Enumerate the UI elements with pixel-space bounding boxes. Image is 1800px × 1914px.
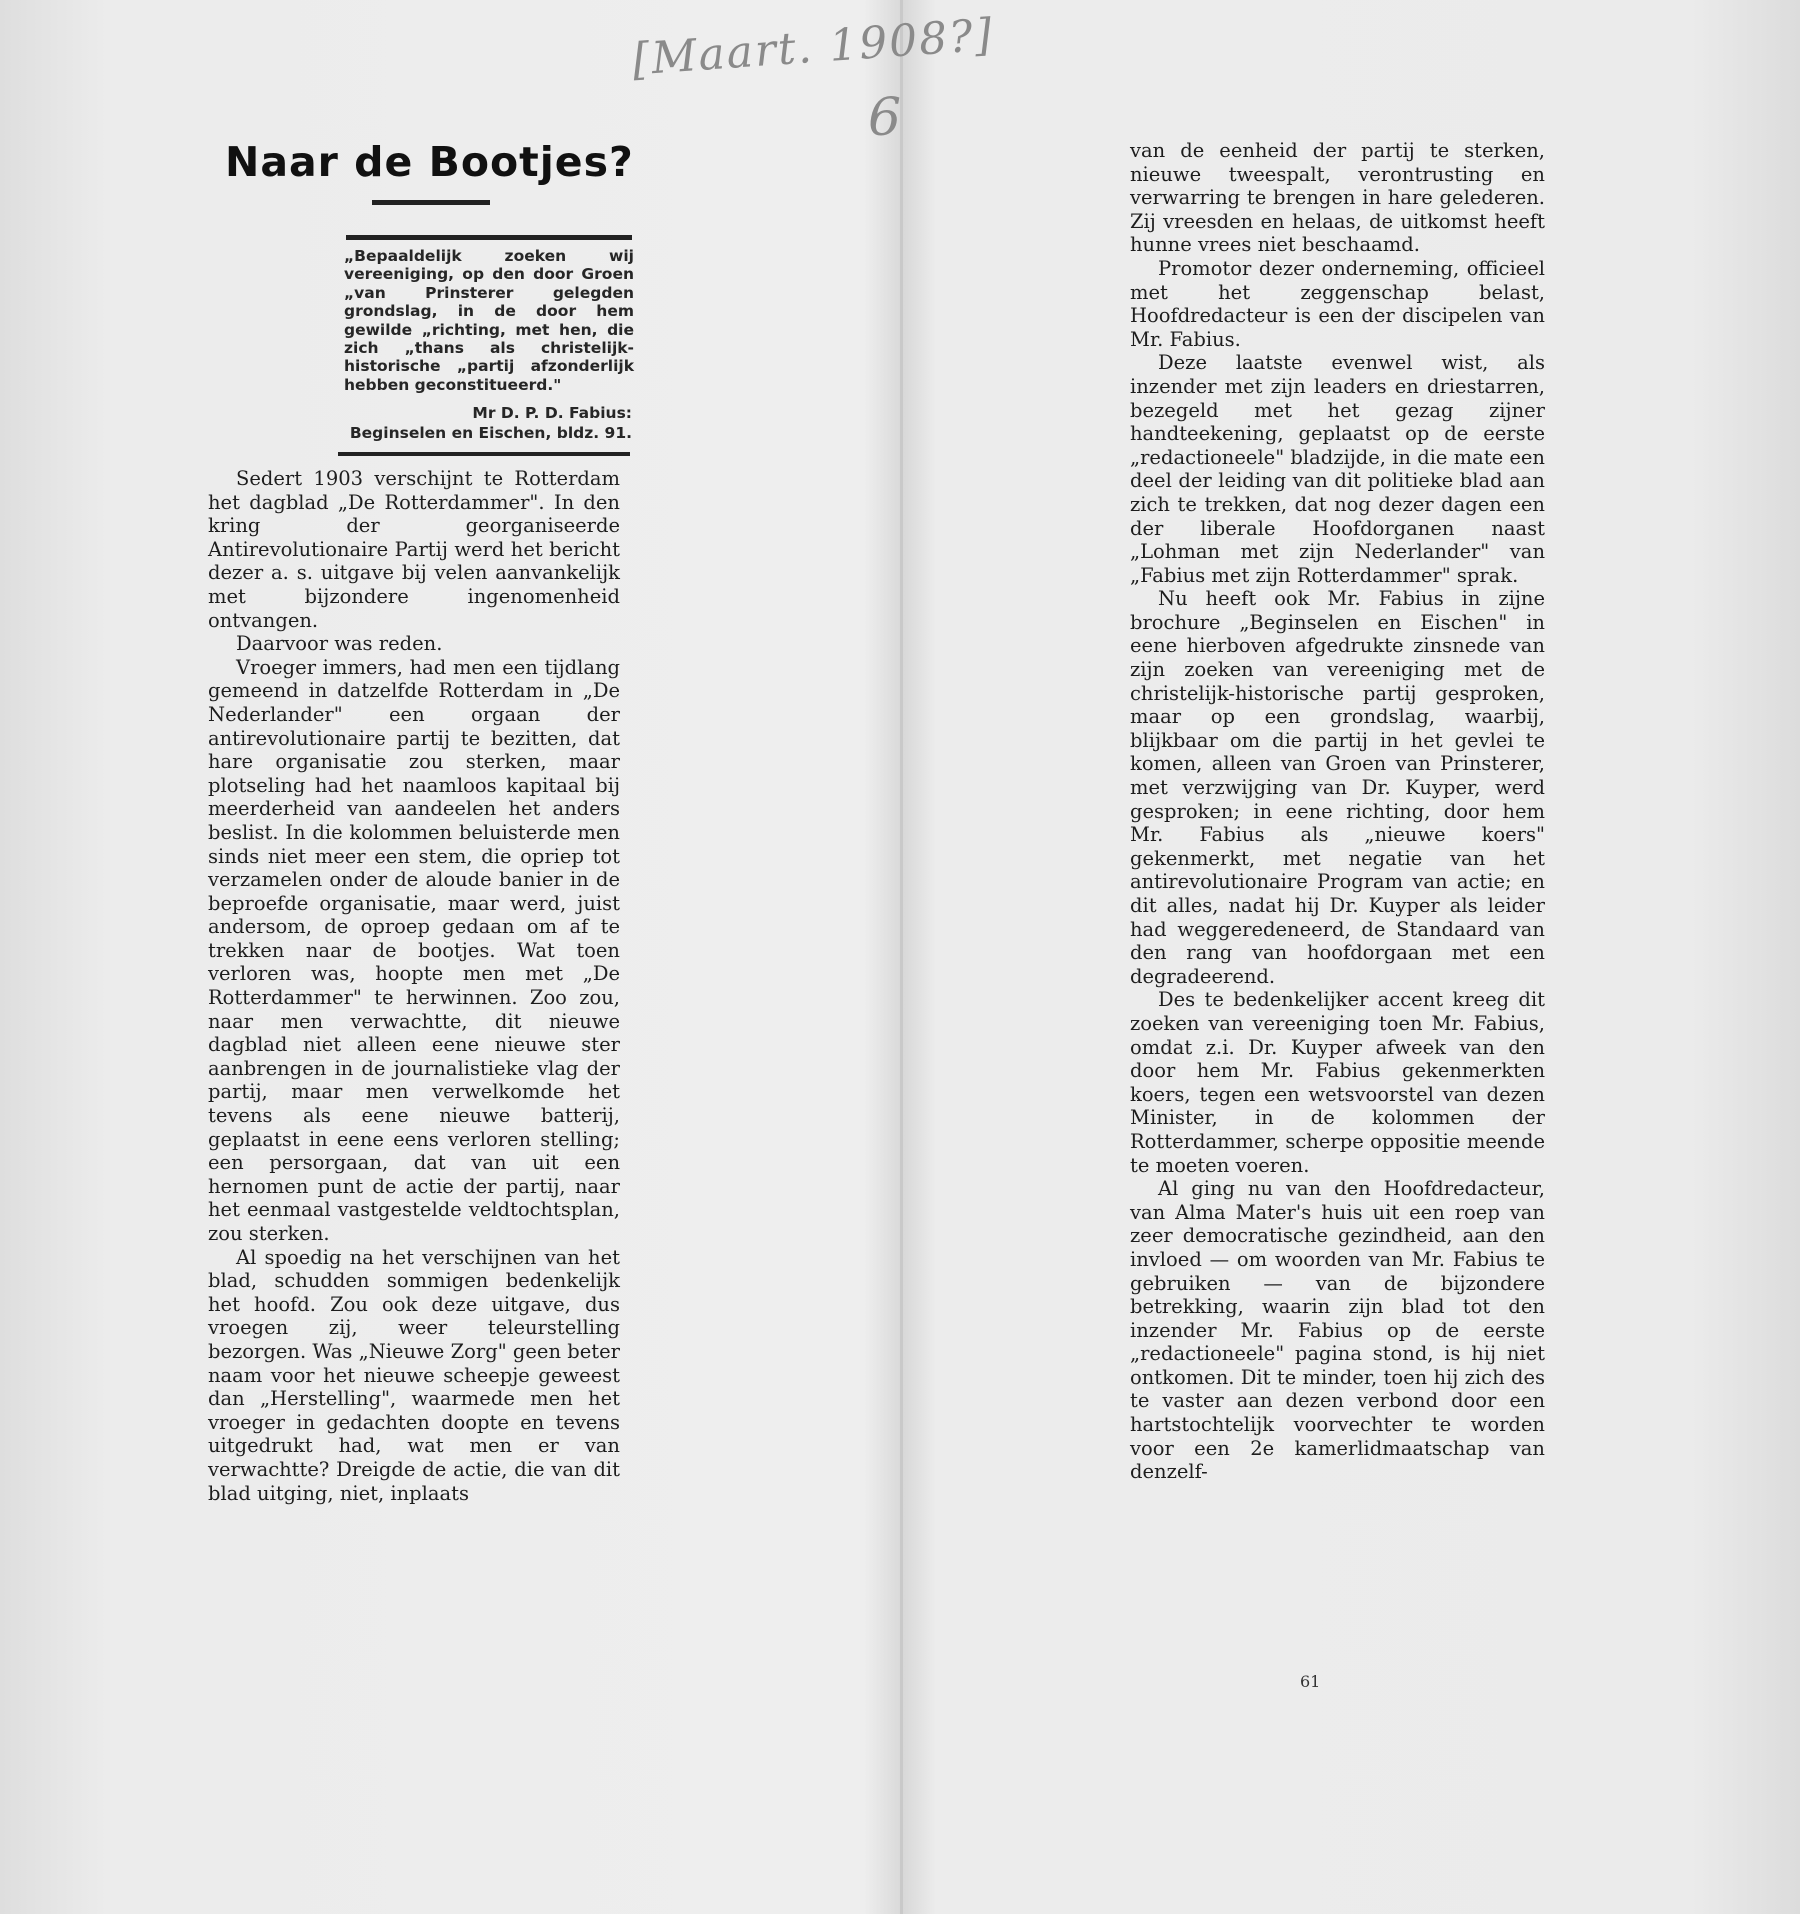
- right-paragraph: Promotor dezer onderneming, officieel met het zeggenschap belast, Hoofdredacteur is een der discipelen van Mr. Fabius.: [1130, 256, 1545, 351]
- left-paragraph: Daarvoor was reden.: [236, 632, 443, 656]
- right-paragraph: Deze laatste evenwel wist, als inzender met zijn leaders en driestarren, bezegeld met het gezag zijner handteekening, geplaatst op de eerste „redactioneele" bladzijde, in die mate een deel der leiding van dit politieke blad aan zich te trekken, dat nog dezer dagen een der liberale Hoofdorganen naast „Lohman met zijn Nederlander" van „Fabius met zijn Rotterdammer" sprak.: [1130, 351, 1545, 587]
- right-paragraph: Al ging nu van den Hoofdredacteur, van Alma Mater's huis uit een roep van zeer democratische gezindheid, aan den invloed — om woorden van Mr. Fabius te gebruiken — van de bijzondere betrekking, waarin zijn blad tot den inzender Mr. Fabius op de eerste „redactioneele" pagina stond, is hij niet ontkomen. Dit te minder, toen hij zich des te vaster aan dezen verbond door een hartstochtelijk voorvechter te worden voor een 2e kamerlidmaatschap van denzelf-: [1130, 1177, 1545, 1484]
- right-paragraph: Nu heeft ook Mr. Fabius in zijne brochure „Beginselen en Eischen" in eene hierboven afgedrukte zinsnede van zijn zoeken van vereeniging met de christelijk-historische partij gesproken, maar op een grondslag, waarbij, blijkbaar om die partij in het gevlei te komen, alleen van Groen van Prinsterer, met verzwijging van Dr. Kuyper, werd gesproken; in eene richting, door hem Mr. Fabius als „nieuwe koers" gekenmerkt, met negatie van het antirevolutionaire Program van actie; en dit alles, nadat hij Dr. Kuyper als leider had weggeredeneerd, de Standaard van den rang van hoofdorgaan met een degradeerend.: [1130, 587, 1545, 988]
- left-paragraph: Sedert 1903 verschijnt te Rotterdam het dagblad „De Rotterdammer". In den kring der georganiseerde Antirevolutionaire Partij werd het bericht dezer a. s. uitgave bij velen aanvankelijk met bijzondere ingenomenheid ontvangen.: [208, 467, 620, 632]
- article-title: Naar de Bootjes?: [225, 138, 634, 186]
- handwritten-date-note: [Maart. 1908?]: [630, 9, 996, 86]
- right-paragraph: Des te bedenkelijker accent kreeg dit zoeken van vereeniging toen Mr. Fabius, omdat z.i. Dr. Kuyper afweek van den door hem Mr. Fabius gekenmerkten koers, tegen een wetsvoorstel van dezen Minister, in de kolommen der Rotterdammer, scherpe oppositie meende te moeten voeren.: [1130, 988, 1545, 1177]
- handwritten-page-number: 6: [868, 88, 902, 148]
- left-paragraph: Al spoedig na het verschijnen van het blad, schudden sommigen bedenkelijk het hoofd. Zou ook deze uitgave, dus vroegen zij, weer teleurstelling bezorgen. Was „Nieuwe Zorg" geen beter naam voor het nieuwe scheepje geweest dan „Herstelling", waarmede men het vroeger in gedachten doopte en tevens uitgedrukt had, wat men er van verwachtte? Dreigde de actie, die van dit blad uitging, niet, inplaats: [208, 1245, 620, 1505]
- epigraph-attribution: [336, 403, 632, 443]
- title-underline: [372, 200, 490, 205]
- article-right-column: [1130, 139, 1545, 1484]
- epigraph-attribution-author: Mr D. P. D. Fabius:: [472, 404, 632, 422]
- right-paragraph: van de eenheid der partij te sterken, nieuwe tweespalt, verontrusting en verwarring te brengen in hare gelederen. Zij vreesden en helaas, de uitkomst heeft hunne vrees niet beschaamd.: [1130, 139, 1545, 257]
- footer-mark: 61: [1300, 1672, 1321, 1691]
- left-paragraph: Vroeger immers, had men een tijdlang gemeend in datzelfde Rotterdam in „De Nederlander" een orgaan der antirevolutionaire partij te bezitten, dat hare organisatie zou sterken, maar plotseling had het naamloos kapitaal bij meerderheid van aandeelen het anders beslist. In die kolommen beluisterde men sinds niet meer een stem, die opriep tot verzamelen onder de aloude banier in de beproefde organisatie, maar werd, juist andersom, de oproep gedaan om af te trekken naar de bootjes. Wat toen verloren was, hoopte men met „De Rotterdammer" te herwinnen. Zoo zou, naar men verwachtte, dit nieuwe dagblad niet alleen eene nieuwe ster aanbrengen in de journalistieke vlag der partij, maar men verwelkomde het tevens als eene nieuwe batterij, geplaatst in eene eens verloren stelling; een persorgaan, dat van uit een hernomen punt de actie der partij, naar het eenmaal vastgestelde veldtochtsplan, zou sterken.: [208, 655, 620, 1245]
- epigraph-quote: „Bepaaldelijk zoeken wij vereeniging, op den door Groen „van Prinsterer gelegden grondslag, in de door hem gewilde „richting, met hen, die zich „thans als christelijk-historische „partij afzonderlijk hebben geconstitueerd.": [344, 247, 634, 394]
- epigraph-bottom-rule: [338, 452, 630, 456]
- epigraph-attribution-source: Beginselen en Eischen, bldz. 91.: [349, 424, 632, 442]
- page-fold-line: [900, 0, 903, 1914]
- article-left-column: [208, 467, 620, 1505]
- epigraph-top-rule: [346, 235, 632, 240]
